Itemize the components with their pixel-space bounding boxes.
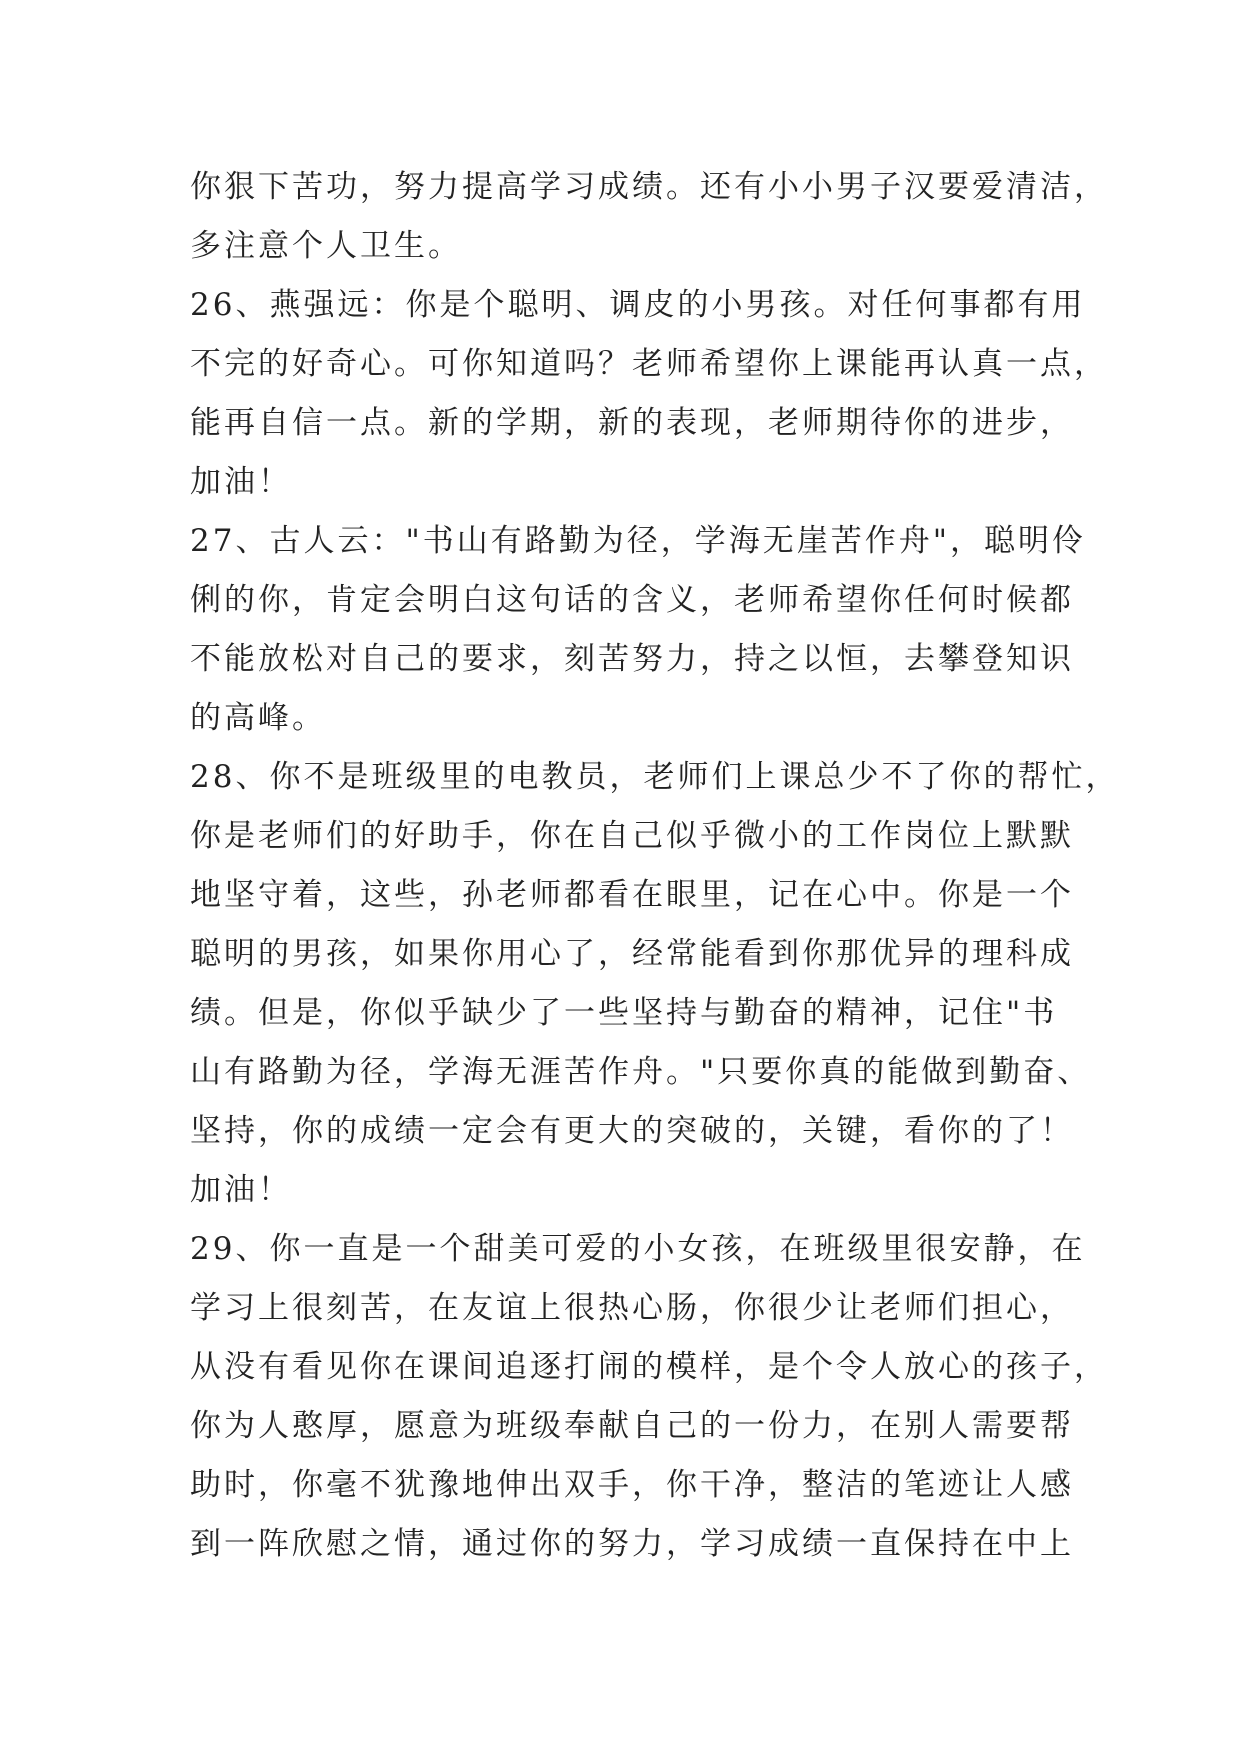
text-line: 能再自信一点。新的学期，新的表现，老师期待你的进步， <box>190 405 1074 441</box>
text-line: 加油！ <box>190 464 292 500</box>
text-line: 的高峰。 <box>190 700 326 736</box>
text-line: 绩。但是，你似乎缺少了一些坚持与勤奋的精神，记住"书 <box>190 995 1058 1031</box>
text-line: 26、燕强远：你是个聪明、调皮的小男孩。对任何事都有用 <box>190 287 1086 323</box>
text-line: 28、你不是班级里的电教员，老师们上课总少不了你的帮忙， <box>190 759 1120 795</box>
text-line: 俐的你，肯定会明白这句话的含义，老师希望你任何时候都 <box>190 582 1074 618</box>
text-line: 加油！ <box>190 1172 292 1208</box>
text-line: 助时，你毫不犹豫地伸出双手，你干净，整洁的笔迹让人感 <box>190 1467 1074 1503</box>
text-line: 29、你一直是一个甜美可爱的小女孩，在班级里很安静，在 <box>190 1231 1086 1267</box>
text-line: 到一阵欣慰之情，通过你的努力，学习成绩一直保持在中上 <box>190 1526 1074 1562</box>
text-line: 你为人憨厚，愿意为班级奉献自己的一份力，在别人需要帮 <box>190 1408 1074 1444</box>
text-line: 从没有看见你在课间追逐打闹的模样，是个令人放心的孩子， <box>190 1349 1108 1385</box>
text-line: 山有路勤为径，学海无涯苦作舟。"只要你真的能做到勤奋、 <box>190 1054 1092 1090</box>
text-line: 27、古人云："书山有路勤为径，学海无崖苦作舟"，聪明伶 <box>190 523 1086 559</box>
text-line: 不能放松对自己的要求，刻苦努力，持之以恒，去攀登知识 <box>190 641 1074 677</box>
text-line: 你狠下苦功，努力提高学习成绩。还有小小男子汉要爱清洁， <box>190 169 1108 205</box>
document-body <box>190 158 1120 1574</box>
text-line: 不完的好奇心。可你知道吗？老师希望你上课能再认真一点， <box>190 346 1108 382</box>
text-line: 学习上很刻苦，在友谊上很热心肠，你很少让老师们担心， <box>190 1290 1074 1326</box>
text-line: 坚持，你的成绩一定会有更大的突破的，关键，看你的了！ <box>190 1113 1074 1149</box>
text-line: 你是老师们的好助手，你在自己似乎微小的工作岗位上默默 <box>190 818 1074 854</box>
text-line: 多注意个人卫生。 <box>190 228 462 264</box>
text-line: 地坚守着，这些，孙老师都看在眼里，记在心中。你是一个 <box>190 877 1074 913</box>
text-line: 聪明的男孩，如果你用心了，经常能看到你那优异的理科成 <box>190 936 1074 972</box>
